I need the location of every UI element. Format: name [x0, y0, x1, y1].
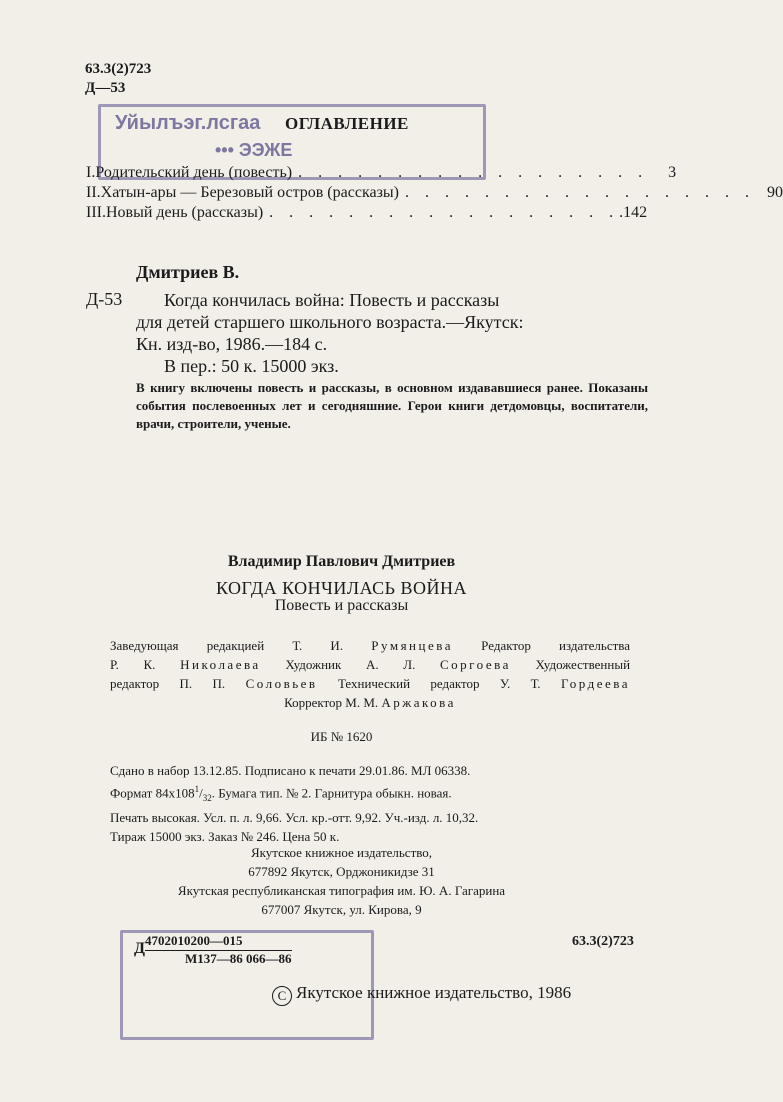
publisher-info [0, 843, 683, 919]
contents-item-page: .142 [619, 204, 648, 221]
staff-line [110, 655, 630, 674]
contents-item-number: III. [86, 204, 106, 221]
contents-item-title: Хатын-ары — Березовый остров (рассказы) [100, 184, 399, 201]
contents-item [86, 163, 677, 183]
publisher-line: Якутское книжное издательство, [250, 845, 433, 860]
staff-name: Николаева [180, 657, 261, 672]
catalog-line-1: Когда кончилась война: Повесть и рассказы [164, 290, 500, 310]
staff-name: Соловьев [245, 676, 318, 691]
staff-text: Художественный [535, 657, 631, 672]
contents-item [86, 203, 648, 223]
contents-dot-leader: . . . . . . . . . . . . . . . . . . [269, 204, 620, 221]
copyright [272, 983, 571, 1006]
author-sign: Д—53 [85, 80, 126, 96]
library-stamp-top-text1: Уйылъэг.лсгаа [115, 112, 261, 134]
contents-item-title: Родительский день (повесть) [95, 164, 293, 181]
tech-line: Печать высокая. Усл. п. л. 9,66. Усл. кр.-отт. 9,92. Уч.-изд. л. 10,32. [110, 809, 479, 825]
imprint-title: КОГДА КОНЧИЛАСЬ ВОЙНА [215, 578, 468, 598]
copyright-icon: C [272, 986, 292, 1006]
contents-dot-leader: . . . . . . . . . . . . . . . . . . [404, 184, 755, 201]
tech-line: Формат $84x108^1/_{32}$. Бумага тип. № 2. Гарнитура обыкн. новая. [110, 784, 452, 803]
book-number-line: М137—86 066—86 [185, 951, 292, 966]
contents-item-number: II. [86, 184, 101, 201]
contents-list [86, 163, 783, 223]
staff-name: Соргоева [440, 657, 511, 672]
staff-name: Аржакова [381, 695, 456, 710]
contents-item-page: 90 [766, 184, 783, 201]
book-number-prefix: Д [134, 940, 146, 957]
contents-item-number: I. [86, 164, 96, 181]
library-stamp-top-text2: ••• ЭЭЖЕ [215, 140, 293, 160]
tech-text: . Бумага тип. № 2. Гарнитура обыкн. новая. [211, 785, 452, 801]
publisher-line: Якутская республиканская типография им. Ю. А. Гагарина [177, 883, 506, 898]
staff-text: Корректор М. М. [284, 695, 379, 710]
contents-dot-leader: . . . . . . . . . . . . . . . . . . [298, 164, 649, 181]
catalog-sign: Д-53 [86, 289, 123, 309]
staff-line [110, 636, 630, 655]
book-number-line: 4702010200—015 [145, 933, 292, 951]
staff-line [110, 693, 630, 712]
staff-text: редактор П. П. [110, 676, 226, 691]
staff-text: Художник А. Л. [285, 657, 416, 672]
tech-line: Сдано в набор 13.12.85. Подписано к печати 29.01.86. МЛ 06338. [110, 763, 471, 778]
bottom-bbk-code: 63.3(2)723 [572, 934, 634, 949]
tech-format: Формат 84x108 [110, 785, 195, 801]
staff-name: Гордеева [560, 676, 631, 691]
classification-code [85, 60, 151, 98]
contents-item [86, 183, 783, 203]
tech-format-numerator: 1 [194, 784, 200, 794]
contents-item-title: Новый день (рассказы) [105, 204, 264, 221]
publisher-line: 677892 Якутск, Орджоникидзе 31 [248, 864, 435, 879]
staff-line [110, 674, 630, 693]
catalog-annotation: В книгу включены повесть и рассказы, в основном издававшиеся ранее. Показаны события послевоенных лет и сегодняшние. Герои книги детдомовцы, воспитатели, врачи, строители, ученые. [136, 380, 648, 431]
catalog-author: Дмитриев В. [136, 262, 240, 282]
staff-text: Р. К. [110, 657, 156, 672]
imprint-subtitle: Повесть и рассказы [274, 597, 409, 614]
tech-format-denominator: 32 [202, 792, 212, 803]
copyright-text: Якутское книжное издательство, 1986 [296, 983, 572, 1002]
catalog-line-3: Кн. изд-во, 1986.—184 с. [136, 334, 328, 354]
imprint-author: Владимир Павлович Дмитриев [227, 553, 456, 570]
contents-title: ОГЛАВЛЕНИЕ [285, 114, 409, 133]
staff-text: Редактор издательства [481, 638, 631, 653]
catalog-line-4: В пер.: 50 к. 15000 экз. [164, 356, 339, 376]
publisher-line: 677007 Якутск, ул. Кирова, 9 [261, 902, 422, 917]
ib-number: ИБ № 1620 [310, 729, 373, 744]
contents-item-page: 3 [668, 164, 677, 181]
imprint-staff [110, 636, 630, 712]
staff-text: Технический редактор У. Т. [337, 676, 541, 691]
staff-text: Заведующая редакцией Т. И. [110, 638, 344, 653]
tech-line: Тираж 15000 экз. Заказ № 246. Цена 50 к. [110, 828, 340, 844]
bbk-code: 63.3(2)723 [85, 61, 152, 77]
catalog-line-2: для детей старшего школьного возраста.—Якутск: [136, 312, 524, 332]
staff-name: Румянцева [371, 638, 453, 653]
book-number [145, 933, 292, 967]
imprint-technical-data [110, 761, 630, 846]
